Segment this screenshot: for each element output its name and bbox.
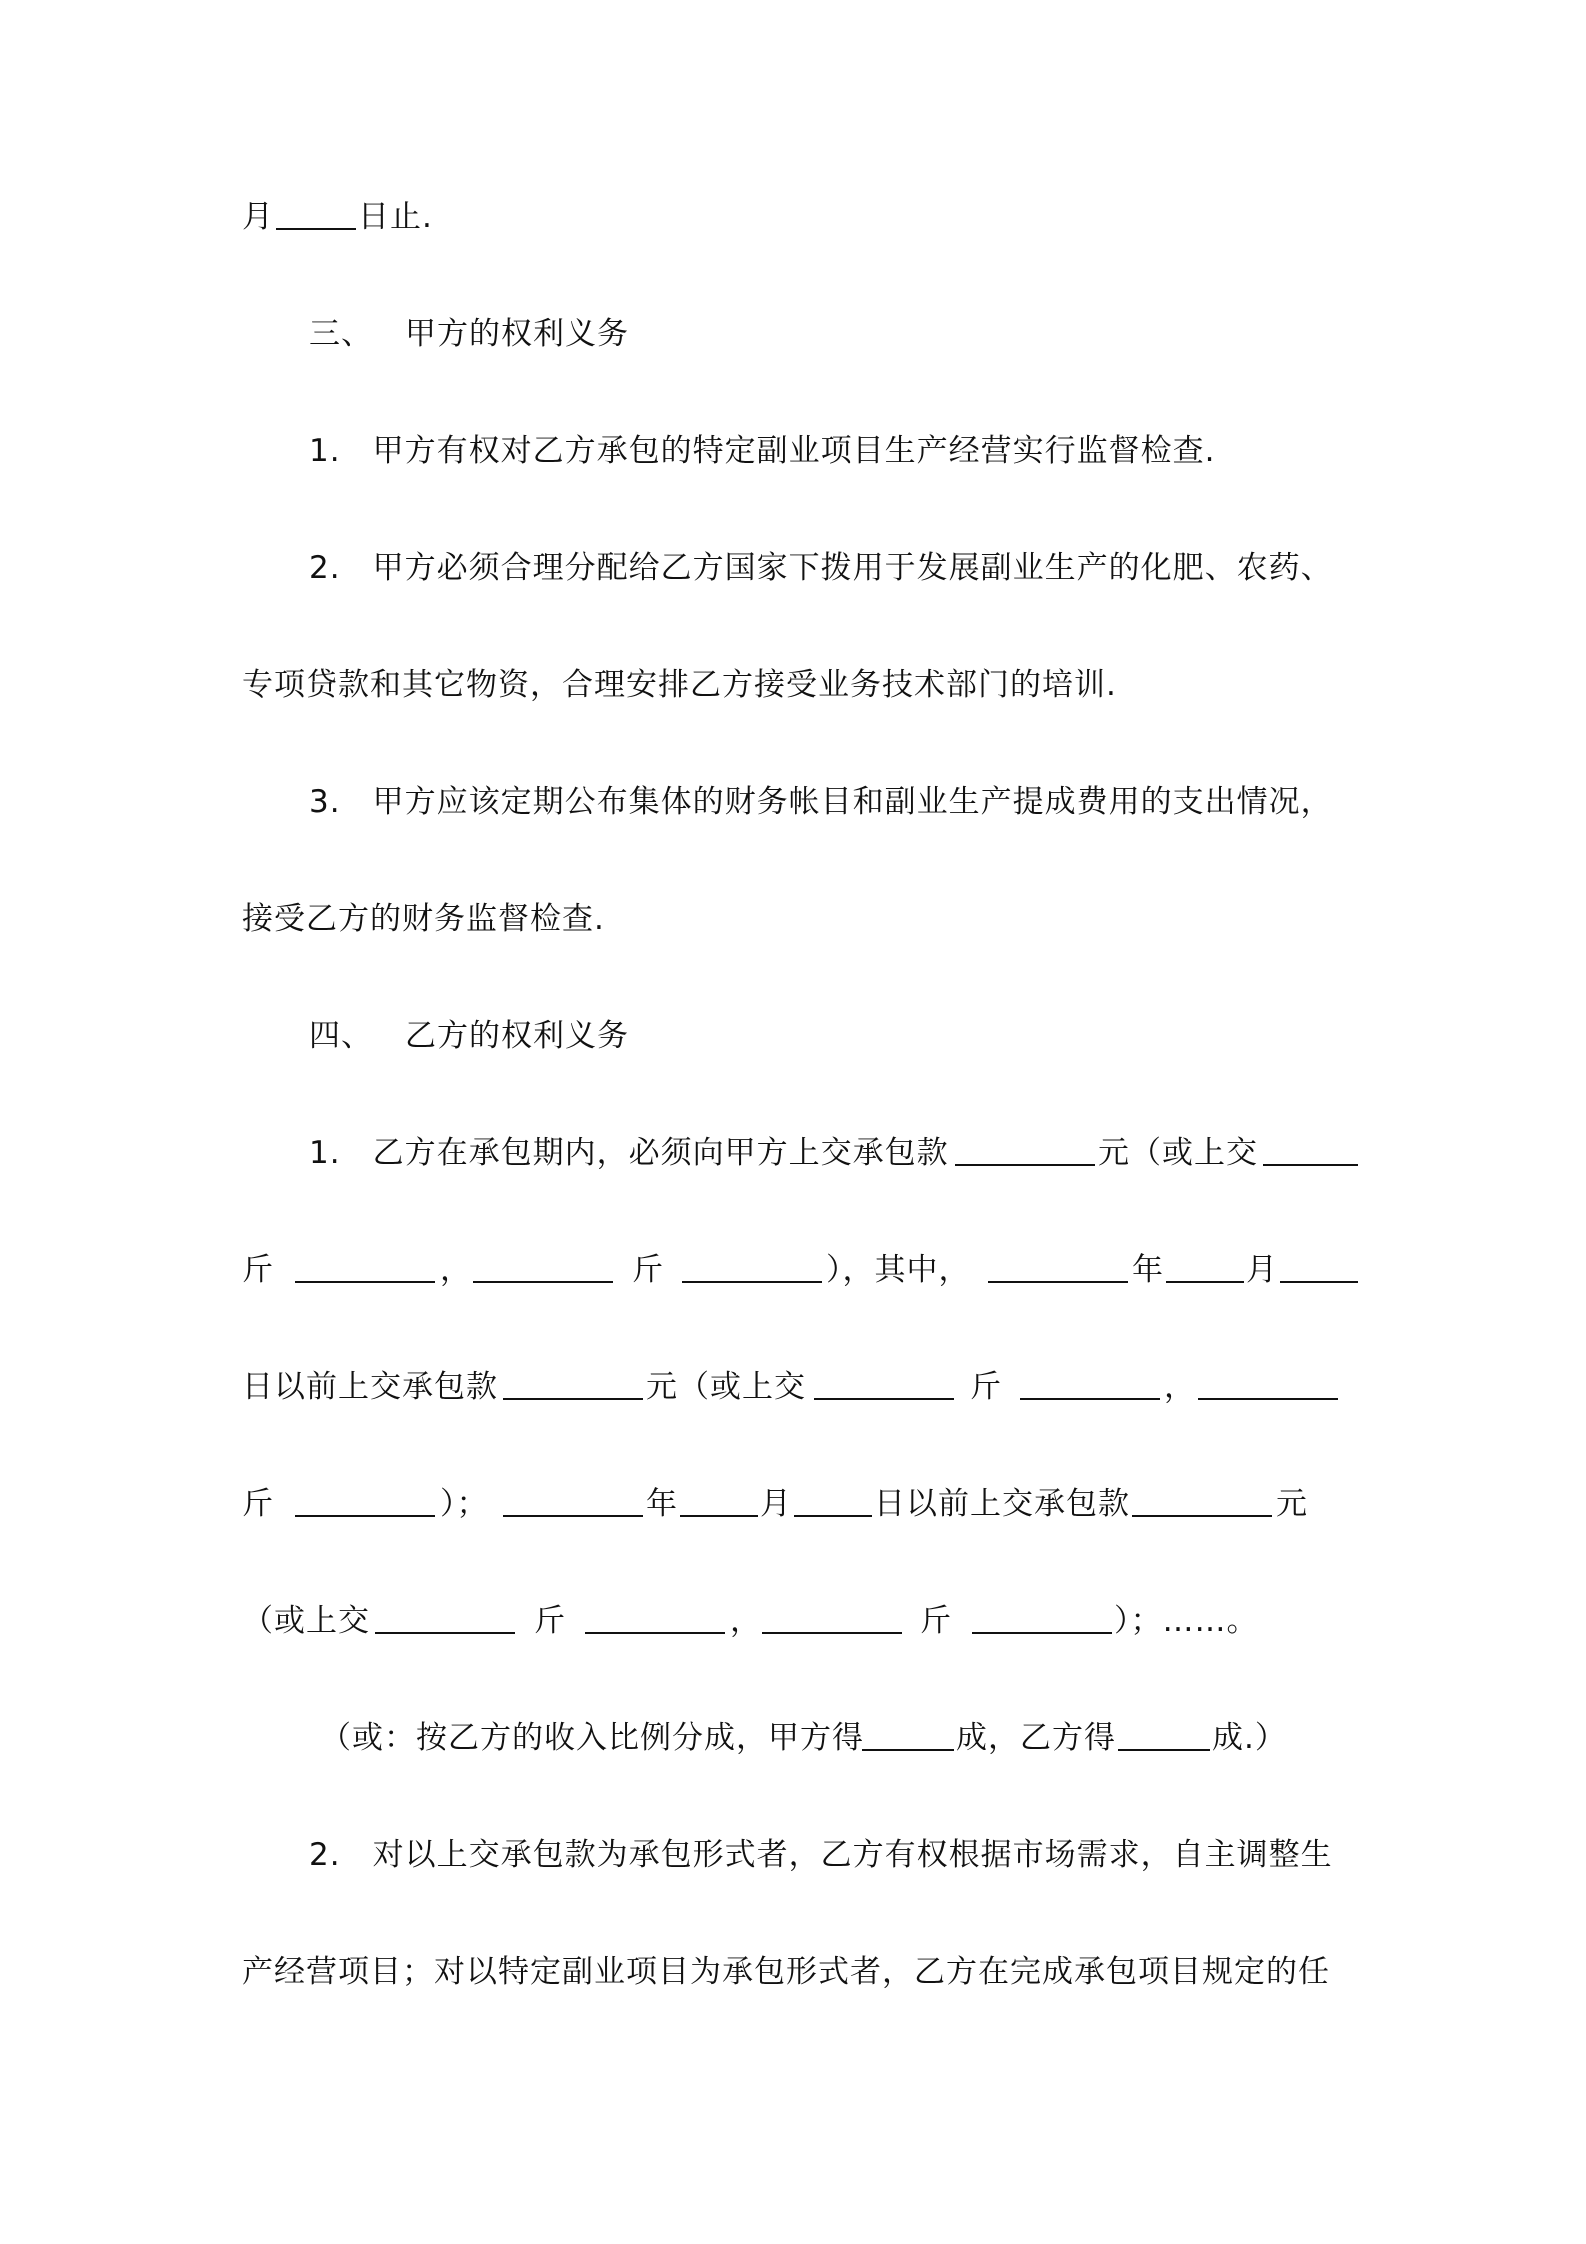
- paragraph-text: 2. 对以上交承包款为承包形式者，乙方有权根据市场需求，自主调整生: [309, 1837, 1333, 1873]
- text: 月: [242, 199, 274, 235]
- text-line: [0, 1717, 1586, 1759]
- blank-field[interactable]: [955, 1134, 1095, 1166]
- paragraph-text: 2. 甲方必须合理分配给乙方国家下拨用于发展副业生产的化肥、农药、: [309, 550, 1333, 586]
- blank-field[interactable]: [1020, 1368, 1160, 1400]
- blank-field[interactable]: [680, 1485, 758, 1517]
- blank-field[interactable]: [503, 1485, 643, 1517]
- text: 斤: [534, 1603, 566, 1639]
- blank-field[interactable]: [762, 1602, 902, 1634]
- text: 斤: [242, 1486, 274, 1522]
- section-title: 甲方的权利义务: [405, 316, 629, 352]
- text-line: [0, 1366, 1586, 1408]
- section-heading: [0, 313, 1586, 355]
- text-line: [0, 898, 1586, 940]
- blank-field[interactable]: [295, 1485, 435, 1517]
- text-line: [0, 1834, 1586, 1876]
- text: 元（或上交: [1098, 1135, 1258, 1171]
- text: 日以前上交承包款: [874, 1486, 1130, 1522]
- blank-field[interactable]: [276, 198, 356, 230]
- text: 成.）: [1212, 1720, 1287, 1756]
- paragraph-text: 接受乙方的财务监督检查.: [242, 901, 605, 937]
- blank-field[interactable]: [473, 1251, 613, 1283]
- paragraph-text: 产经营项目；对以特定副业项目为承包形式者，乙方在完成承包项目规定的任: [242, 1954, 1330, 1990]
- section-heading: [0, 1015, 1586, 1057]
- text: 成，乙方得: [956, 1720, 1116, 1756]
- blank-field[interactable]: [295, 1251, 435, 1283]
- blank-field[interactable]: [972, 1602, 1112, 1634]
- blank-field[interactable]: [988, 1251, 1128, 1283]
- text: 年: [1132, 1252, 1164, 1288]
- section-number: 三、: [309, 316, 373, 352]
- blank-field[interactable]: [1132, 1485, 1272, 1517]
- text: ），其中，: [826, 1252, 971, 1288]
- text-line: [0, 1132, 1586, 1174]
- text: 斤: [970, 1369, 1002, 1405]
- blank-field[interactable]: [503, 1368, 643, 1400]
- text: 月: [1246, 1252, 1278, 1288]
- text-line: [0, 664, 1586, 706]
- text: ）；……。: [1114, 1603, 1259, 1639]
- section-number: 四、: [309, 1018, 373, 1054]
- blank-field[interactable]: [682, 1251, 822, 1283]
- text: （或上交: [242, 1603, 370, 1639]
- text: ，: [730, 1603, 762, 1639]
- text-line: [0, 1483, 1586, 1525]
- blank-field[interactable]: [794, 1485, 872, 1517]
- blank-field[interactable]: [862, 1719, 954, 1751]
- blank-field[interactable]: [1166, 1251, 1244, 1283]
- blank-field[interactable]: [1118, 1719, 1210, 1751]
- blank-field[interactable]: [375, 1602, 515, 1634]
- paragraph-text: 1. 甲方有权对乙方承包的特定副业项目生产经营实行监督检查.: [309, 433, 1216, 469]
- text-line: [0, 781, 1586, 823]
- text: ，: [440, 1252, 472, 1288]
- text: 月: [760, 1486, 792, 1522]
- paragraph-text: 专项贷款和其它物资，合理安排乙方接受业务技术部门的培训.: [242, 667, 1117, 703]
- text-line: [0, 196, 1586, 238]
- text-line: [0, 1249, 1586, 1291]
- text: 元（或上交: [646, 1369, 806, 1405]
- text-line: [0, 1951, 1586, 1993]
- paragraph-text: 3. 甲方应该定期公布集体的财务帐目和副业生产提成费用的支出情况，: [309, 784, 1333, 820]
- text: 日止.: [358, 199, 433, 235]
- text: 斤: [242, 1252, 274, 1288]
- text: （或：按乙方的收入比例分成，甲方得: [320, 1720, 864, 1756]
- blank-field[interactable]: [1263, 1134, 1358, 1166]
- text: 年: [646, 1486, 678, 1522]
- text: 斤: [920, 1603, 952, 1639]
- section-title: 乙方的权利义务: [405, 1018, 629, 1054]
- text: 元: [1276, 1486, 1308, 1522]
- text: ，: [1164, 1369, 1196, 1405]
- blank-field[interactable]: [585, 1602, 725, 1634]
- text-line: [0, 547, 1586, 589]
- text: 斤: [632, 1252, 664, 1288]
- blank-field[interactable]: [814, 1368, 954, 1400]
- blank-field[interactable]: [1198, 1368, 1338, 1400]
- text: ）；: [440, 1486, 489, 1522]
- blank-field[interactable]: [1280, 1251, 1358, 1283]
- text: 日以前上交承包款: [242, 1369, 498, 1405]
- paragraph-text: 1. 乙方在承包期内，必须向甲方上交承包款: [309, 1135, 949, 1171]
- text-line: [0, 430, 1586, 472]
- text-line: [0, 1600, 1586, 1642]
